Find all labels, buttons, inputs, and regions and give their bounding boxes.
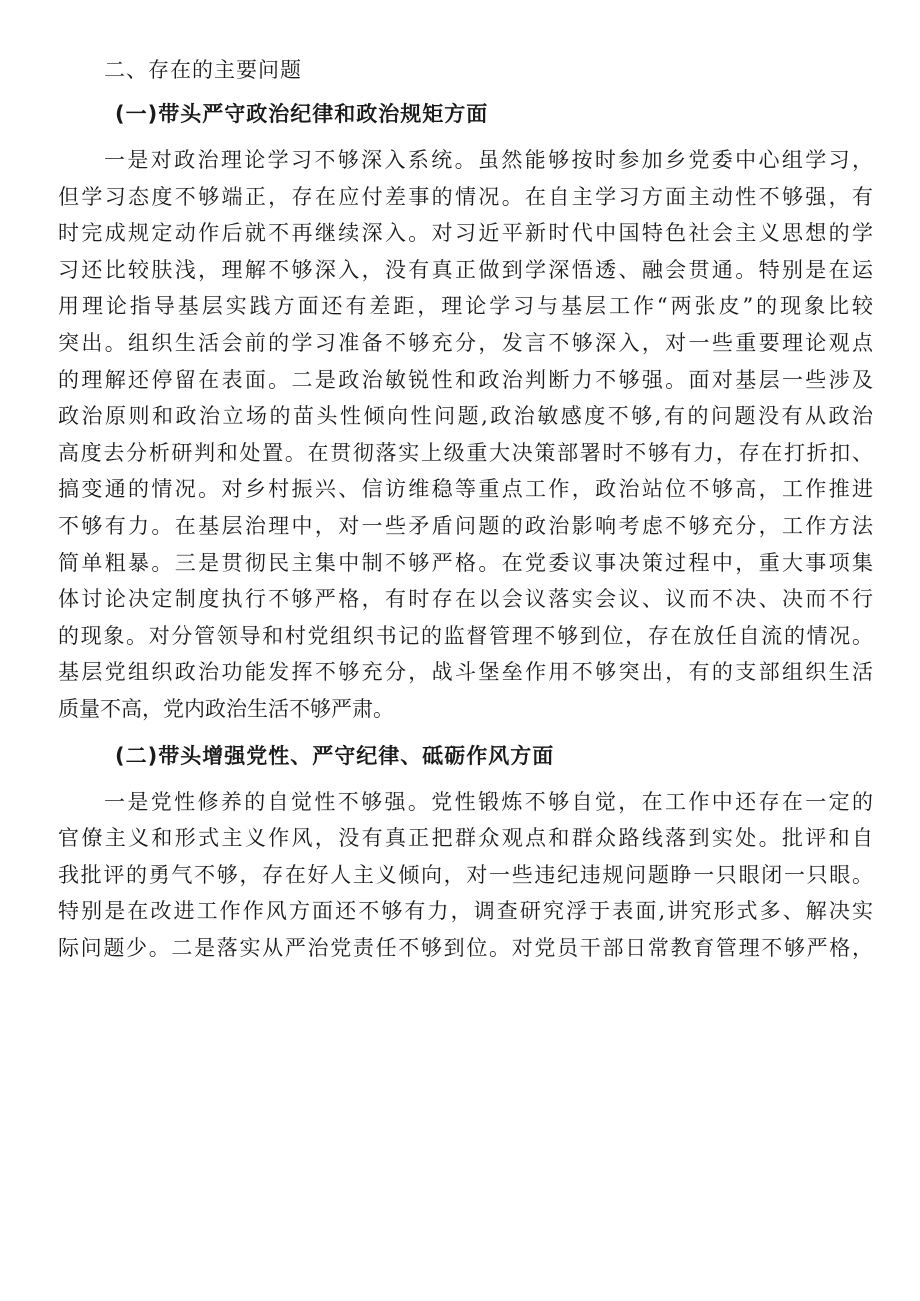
text-line: 特别是在改进工作作风方面还不够有力，调查研究浮于表面,讲究形式多、解决实 (58, 899, 873, 924)
text-line: 体讨论决定制度执行不够严格，有时存在以会议落实会议、议而不决、决而不行 (58, 587, 873, 612)
text-line: 用理论指导基层实践方面还有差距，理论学习与基层工作“两张皮”的现象比较 (58, 294, 873, 319)
text-line: 但学习态度不够端正，存在应付差事的情况。在自主学习方面主动性不够强，有 (58, 184, 873, 209)
text-line: 的现象。对分管领导和村党组织书记的监督管理不够到位，存在放任自流的情况。 (58, 623, 873, 648)
text-line: 政治原则和政治立场的苗头性倾向性问题,政治敏感度不够,有的问题没有从政治 (58, 404, 873, 429)
text-line: 一是对政治理论学习不够深入系统。虽然能够按时参加乡党委中心组学习， (104, 148, 873, 172)
text-line: 质量不高，党内政治生活不够严肃。 (58, 696, 394, 721)
section-heading: 二、存在的主要问题 (104, 58, 302, 82)
text-line: 高度去分析研判和处置。在贯彻落实上级重大决策部署时不够有力，存在打折扣、 (58, 440, 873, 465)
document-body (58, 52, 873, 966)
paragraph-2 (58, 784, 873, 967)
text-line: 官僚主义和形式主义作风，没有真正把群众观点和群众路线落到实处。批评和自 (58, 826, 873, 851)
text-line: 简单粗暴。三是贯彻民主集中制不够严格。在党委议事决策过程中，重大事项集 (58, 550, 873, 575)
text-line: 突出。组织生活会前的学习准备不够充分，发言不够深入，对一些重要理论观点 (58, 330, 873, 355)
subsection-heading-2: (二)带头增强党性、严守纪律、砥砺作风方面 (115, 743, 555, 768)
text-line: 搞变通的情况。对乡村振兴、信访维稳等重点工作，政治站位不够高，工作推进 (58, 477, 873, 502)
text-line: 时完成规定动作后就不再继续深入。对习近平新时代中国特色社会主义思想的学 (58, 221, 873, 246)
text-line: 的理解还停留在表面。二是政治敏锐性和政治判断力不够强。面对基层一些涉及 (58, 367, 873, 392)
text-line: 我批评的勇气不够，存在好人主义倾向，对一些违纪违规问题睁一只眼闭一只眼。 (58, 862, 873, 887)
text-line: 一是党性修养的自觉性不够强。党性锻炼不够自觉，在工作中还存在一定的 (104, 789, 873, 814)
text-line: 际问题少。二是落实从严治党责任不够到位。对党员干部日常教育管理不够严格， (58, 935, 873, 960)
paragraph-1 (58, 142, 873, 728)
subsection-heading-1: (一)带头严守政治纪律和政治规矩方面 (115, 102, 489, 126)
text-line: 基层党组织政治功能发挥不够充分，战斗堡垒作用不够突出，有的支部组织生活 (58, 660, 873, 685)
text-line: 习还比较肤浅，理解不够深入，没有真正做到学深悟透、融会贯通。特别是在运 (58, 257, 873, 282)
text-line: 不够有力。在基层治理中，对一些矛盾问题的政治影响考虑不够充分，工作方法 (58, 513, 873, 538)
